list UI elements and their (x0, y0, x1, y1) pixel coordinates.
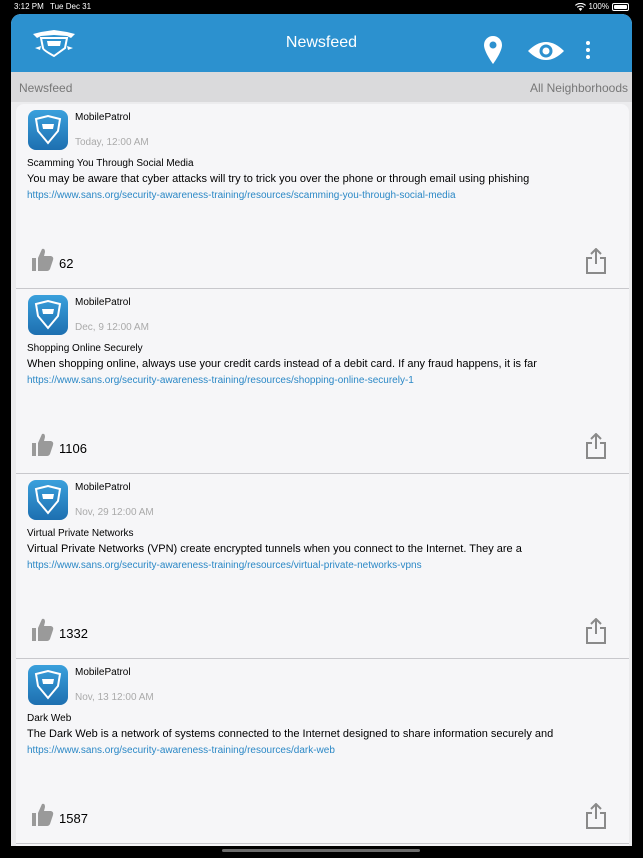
app-window (11, 14, 632, 846)
post-time: Nov, 13 12:00 AM (75, 692, 154, 703)
post-link[interactable]: https://www.sans.org/security-awareness-training/resources/shopping-online-securely-1 (27, 375, 414, 386)
section-label: Newsfeed (19, 81, 73, 95)
like-count: 1587 (59, 811, 88, 826)
wifi-icon (575, 3, 586, 11)
thumbs-up-icon[interactable] (30, 802, 54, 832)
shield-logo-icon (34, 115, 62, 145)
like-count: 1332 (59, 626, 88, 641)
post-body: The Dark Web is a network of systems connected to the Internet designed to share information securely and (27, 728, 554, 740)
thumbs-up-icon[interactable] (30, 617, 54, 647)
post-link[interactable]: https://www.sans.org/security-awareness-training/resources/virtual-private-networks-vpns (27, 560, 422, 571)
post-author: MobilePatrol (75, 112, 131, 123)
post-headline: Shopping Online Securely (27, 343, 143, 354)
eye-icon[interactable] (527, 39, 565, 68)
nav-title: Newsfeed (285, 34, 358, 51)
battery-icon (612, 3, 629, 11)
location-pin-icon[interactable] (483, 36, 503, 71)
post-author: MobilePatrol (75, 297, 131, 308)
status-time: 3:12 PM (14, 2, 44, 11)
shield-logo-icon (34, 670, 62, 700)
avatar (28, 665, 68, 705)
newsfeed-list[interactable] (16, 104, 629, 846)
share-icon[interactable] (585, 248, 607, 279)
battery-percent: 100% (588, 2, 609, 11)
thumbs-up-icon[interactable] (30, 432, 54, 462)
post-time: Nov, 29 12:00 AM (75, 507, 154, 518)
like-count: 1106 (59, 441, 87, 456)
share-icon[interactable] (585, 433, 607, 464)
post-headline: Virtual Private Networks (27, 528, 134, 539)
avatar (28, 110, 68, 150)
news-card[interactable] (16, 289, 629, 474)
post-link[interactable]: https://www.sans.org/security-awareness-training/resources/dark-web (27, 745, 335, 756)
post-time: Dec, 9 12:00 AM (75, 322, 149, 333)
sub-header (11, 72, 632, 102)
more-vertical-icon[interactable] (584, 41, 592, 62)
shield-logo-icon (34, 300, 62, 330)
post-headline: Scamming You Through Social Media (27, 158, 194, 169)
neighborhood-filter[interactable]: All Neighborhoods (529, 81, 628, 95)
avatar (28, 295, 68, 335)
status-bar (0, 0, 643, 14)
share-icon[interactable] (585, 803, 607, 834)
nav-bar (11, 14, 632, 72)
post-author: MobilePatrol (75, 482, 131, 493)
status-right (575, 2, 629, 11)
post-body: You may be aware that cyber attacks will try to trick you over the phone or through email using phishing (27, 173, 530, 185)
shield-logo-icon (34, 485, 62, 515)
post-link[interactable]: https://www.sans.org/security-awareness-training/resources/scamming-you-through-social-media (27, 190, 456, 201)
post-body: When shopping online, always use your credit cards instead of a debit card. If any fraud happens, it is far (27, 358, 537, 370)
post-headline: Dark Web (27, 713, 72, 724)
post-body: Virtual Private Networks (VPN) create encrypted tunnels when you connect to the Internet. They are a (27, 543, 522, 555)
status-date: Tue Dec 31 (50, 2, 92, 11)
like-count: 62 (59, 256, 74, 271)
news-card[interactable] (16, 104, 629, 289)
post-author: MobilePatrol (75, 667, 131, 678)
thumbs-up-icon[interactable] (30, 247, 54, 277)
share-icon[interactable] (585, 618, 607, 649)
avatar (28, 480, 68, 520)
post-time: Today, 12:00 AM (75, 137, 149, 148)
news-card[interactable] (16, 474, 629, 659)
news-card[interactable] (16, 659, 629, 844)
home-indicator[interactable] (222, 849, 420, 852)
